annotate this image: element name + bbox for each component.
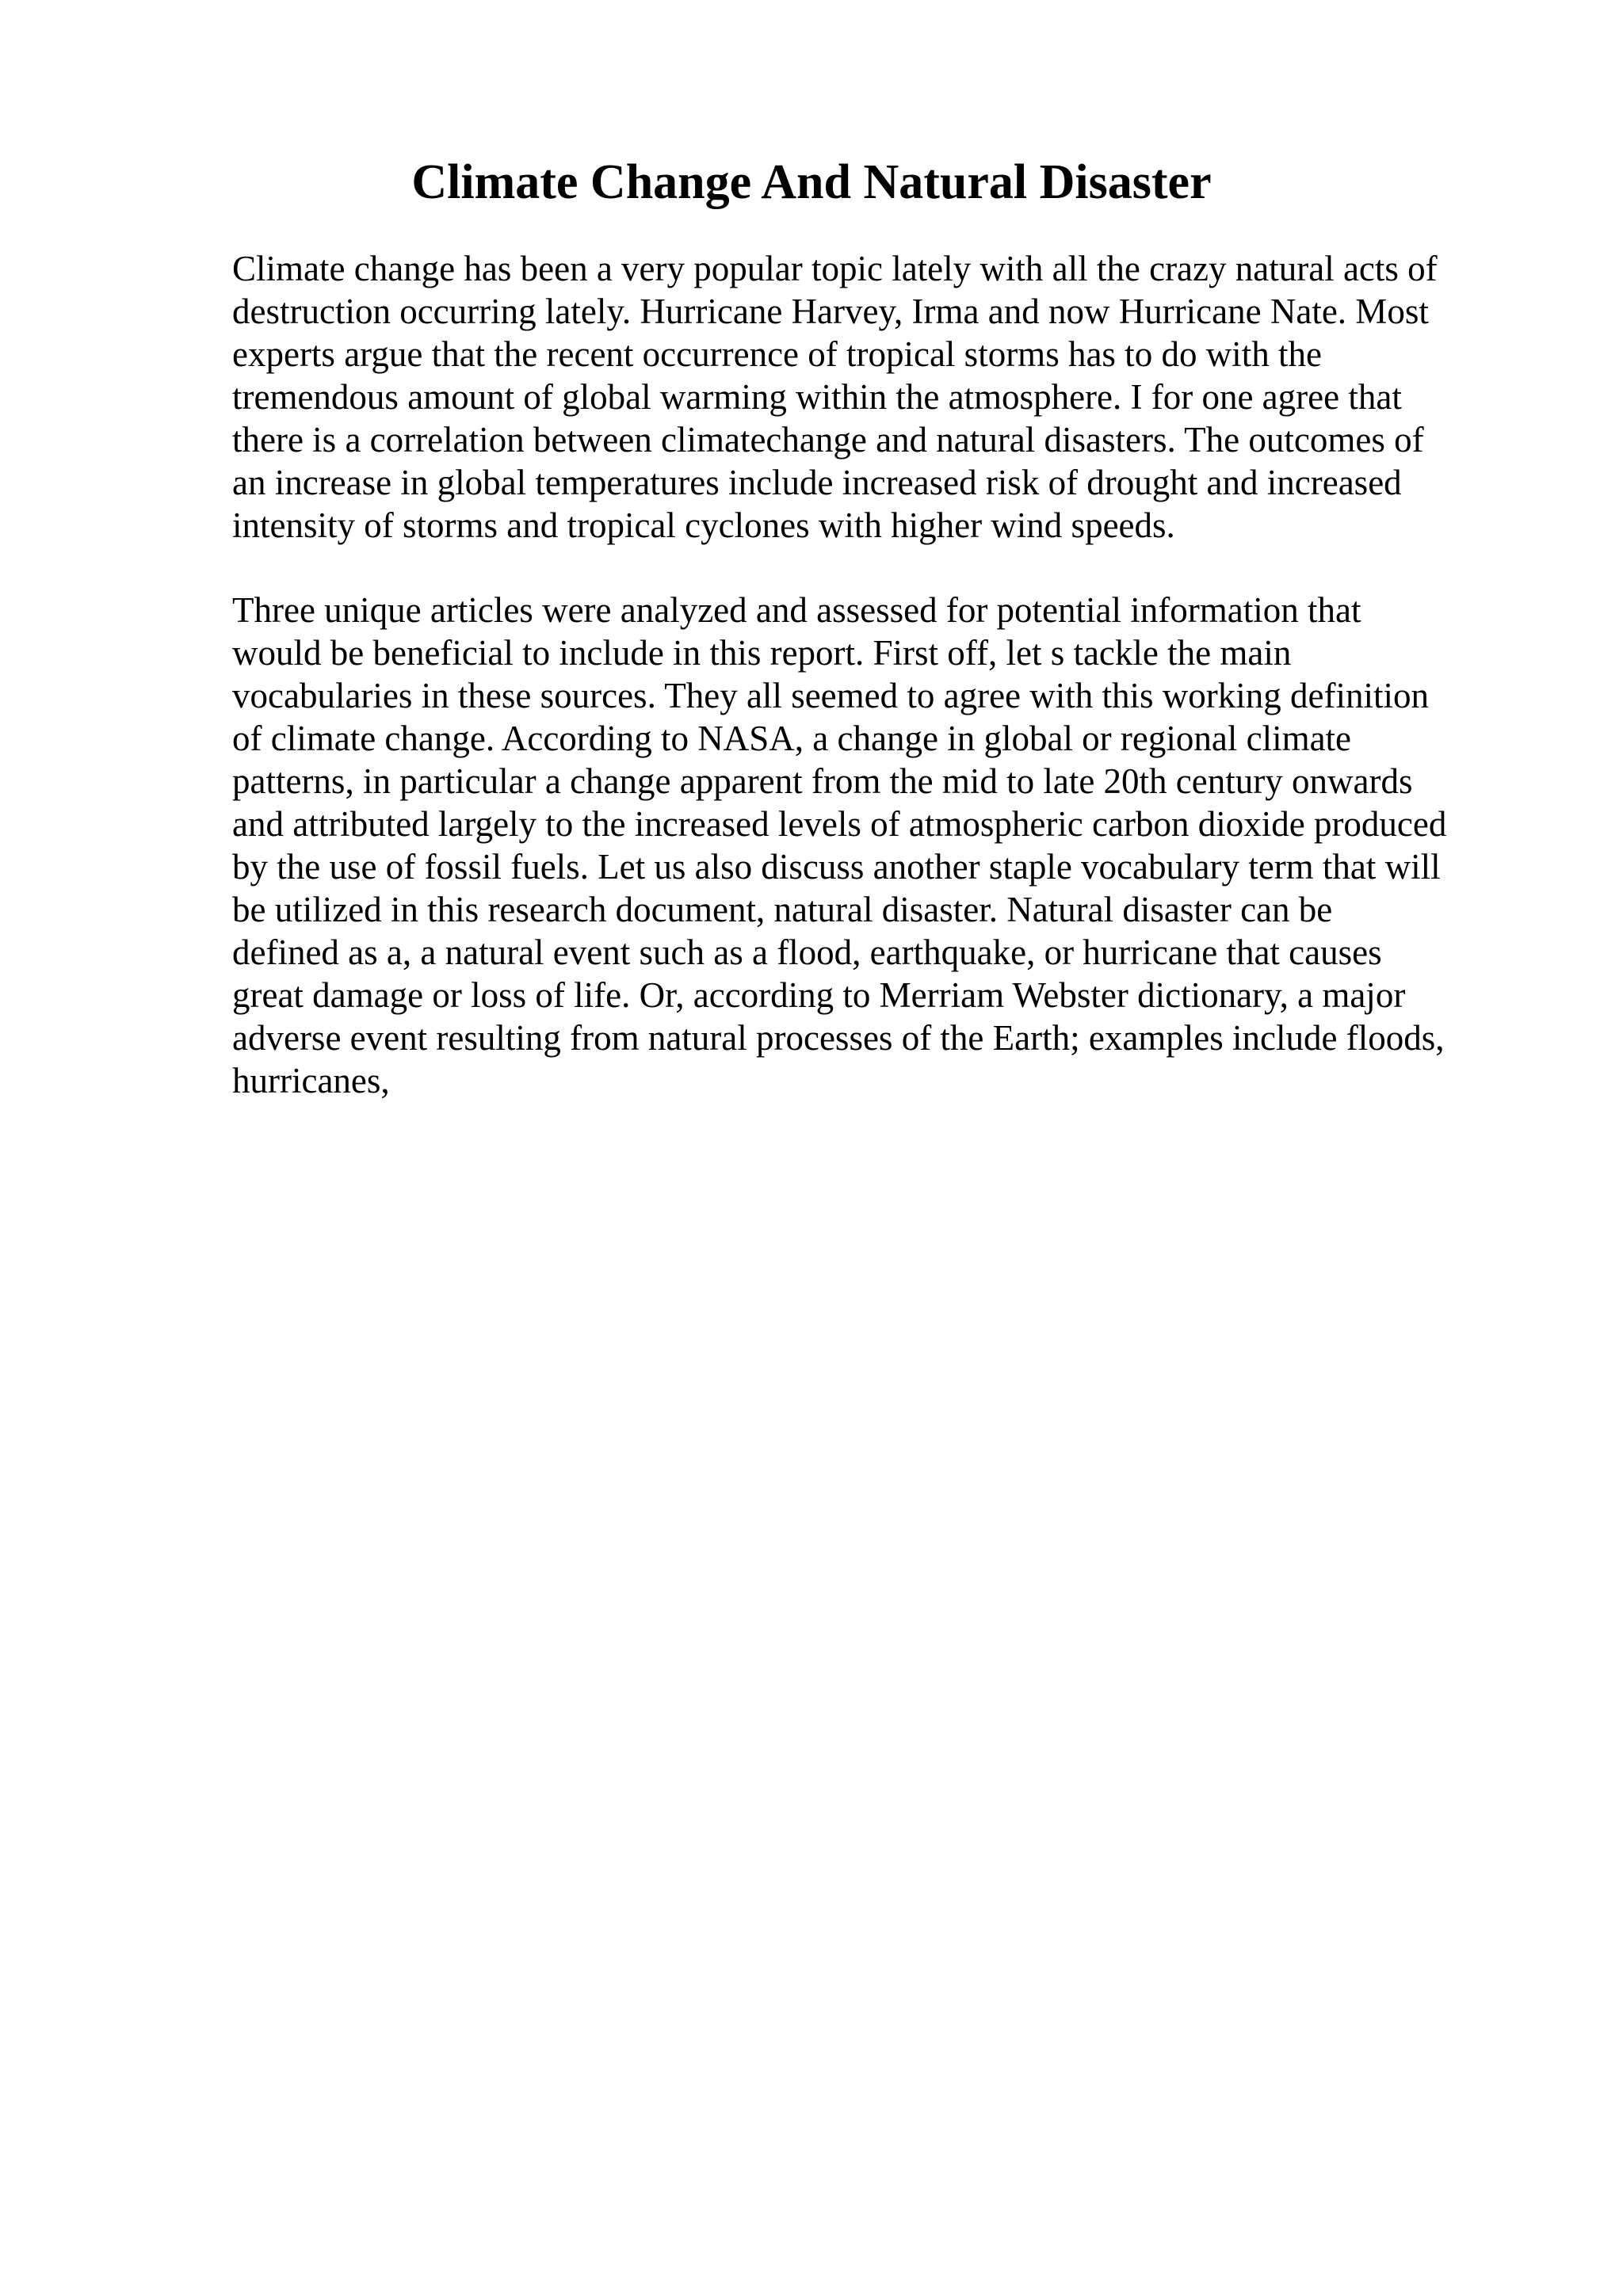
paragraph-line: Climate change has been a very popular topic lately with all the crazy natural acts of bbox=[232, 249, 1438, 288]
paragraph-line: tremendous amount of global warming within the atmosphere. I for one agree that bbox=[232, 377, 1402, 417]
paragraph-line: experts argue that the recent occurrence of tropical storms has to do with the bbox=[232, 334, 1322, 374]
paragraph-line: hurricanes, bbox=[232, 1061, 390, 1100]
paragraph-line: there is a correlation between climatechange and natural disasters. The outcomes of bbox=[232, 420, 1424, 460]
paragraph-line: by the use of fossil fuels. Let us also discuss another staple vocabulary term that will bbox=[232, 847, 1441, 887]
paragraph-line: of climate change. According to NASA, a change in global or regional climate bbox=[232, 719, 1352, 758]
paragraph-line: great damage or loss of life. Or, according to Merriam Webster dictionary, a major bbox=[232, 975, 1406, 1015]
paragraph-line: vocabularies in these sources. They all seemed to agree with this working definition bbox=[232, 676, 1430, 715]
paragraph-line: adverse event resulting from natural processes of the Earth; examples include floods, bbox=[232, 1018, 1445, 1058]
paragraph-1 bbox=[232, 247, 1500, 547]
paragraph-line: Three unique articles were analyzed and assessed for potential information that bbox=[232, 590, 1361, 630]
paragraph-line: would be beneficial to include in this report. First off, let s tackle the main bbox=[232, 633, 1292, 673]
paragraph-2 bbox=[232, 589, 1500, 1102]
paragraph-line: destruction occurring lately. Hurricane Harvey, Irma and now Hurricane Nate. Most bbox=[232, 292, 1429, 331]
paragraph-line: and attributed largely to the increased levels of atmospheric carbon dioxide produced bbox=[232, 804, 1447, 844]
document-title: Climate Change And Natural Disaster bbox=[411, 155, 1212, 209]
paragraph-line: patterns, in particular a change apparent from the mid to late 20th century onwards bbox=[232, 761, 1413, 801]
paragraph-line: intensity of storms and tropical cyclones with higher wind speeds. bbox=[232, 505, 1175, 545]
paragraph-line: defined as a, a natural event such as a flood, earthquake, or hurricane that causes bbox=[232, 933, 1382, 972]
paragraph-line: an increase in global temperatures include increased risk of drought and increased bbox=[232, 463, 1402, 502]
paragraph-line: be utilized in this research document, natural disaster. Natural disaster can be bbox=[232, 890, 1333, 929]
